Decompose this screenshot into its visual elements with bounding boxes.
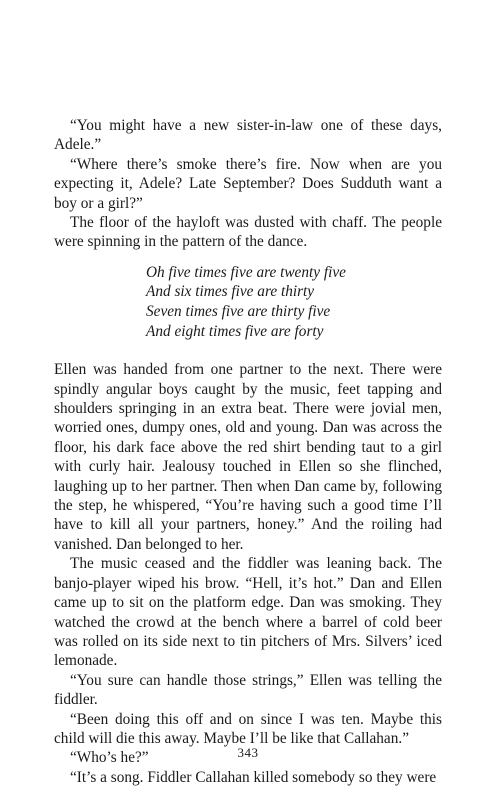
paragraph: “It’s a song. Fiddler Callahan killed somebody so they were: [70, 768, 437, 786]
verse-line: Seven times five are thirty five: [146, 303, 331, 321]
verse-line: And eight times five are forty: [146, 322, 324, 340]
paragraph: The music ceased and the fiddler was leaning back. The banjo-player wiped his brow. “Hell, it’s hot.” Dan and Ellen came up to sit on the platform edge. Dan was smoking. They watched the crowd at the bench where a barrel of cold beer was rolled on its side next to tin pitchers of Mrs. Silvers’ iced lemonade.: [54, 555, 442, 670]
paragraph: “Who’s he?”: [70, 749, 149, 767]
paragraph: “Been doing this off and on since I was ten. Maybe this child will die this away. Maybe I’ll be like that Callahan.”: [54, 710, 442, 747]
verse-line: And six times five are thirty: [146, 283, 315, 301]
paragraph: The floor of the hayloft was dusted with chaff. The people were spinning in the pattern of the dance.: [54, 214, 442, 251]
page-number: 343: [237, 745, 259, 760]
book-page: [54, 116, 442, 787]
paragraph: Ellen was handed from one partner to the next. There were spindly angular boys caught by the music, feet tapping and shoulders springing in an extra beat. There were jovial men, worried ones, dumpy ones, old and young. Dan was across the floor, his dark face above the red shirt bending taut to a girl with curly hair. Jealousy touched in Ellen so she flinched, laughing up to her partner. Then when Dan came by, following the step, he whispered, “You’re having such a good time I’ll have to kill all your partners, honey.” And the roiling had vanished. Dan belonged to her.: [54, 361, 442, 553]
paragraph: “You sure can handle those strings,” Ellen was telling the fiddler.: [54, 671, 442, 709]
song-verse: [146, 263, 442, 341]
paragraph: “You might have a new sister-in-law one of these days, Adele.”: [54, 117, 442, 154]
paragraph: “Where there’s smoke there’s fire. Now when are you expecting it, Adele? Late September? Does Sudduth want a boy or a girl?”: [54, 155, 442, 212]
verse-line: Oh five times five are twenty five: [146, 263, 346, 281]
